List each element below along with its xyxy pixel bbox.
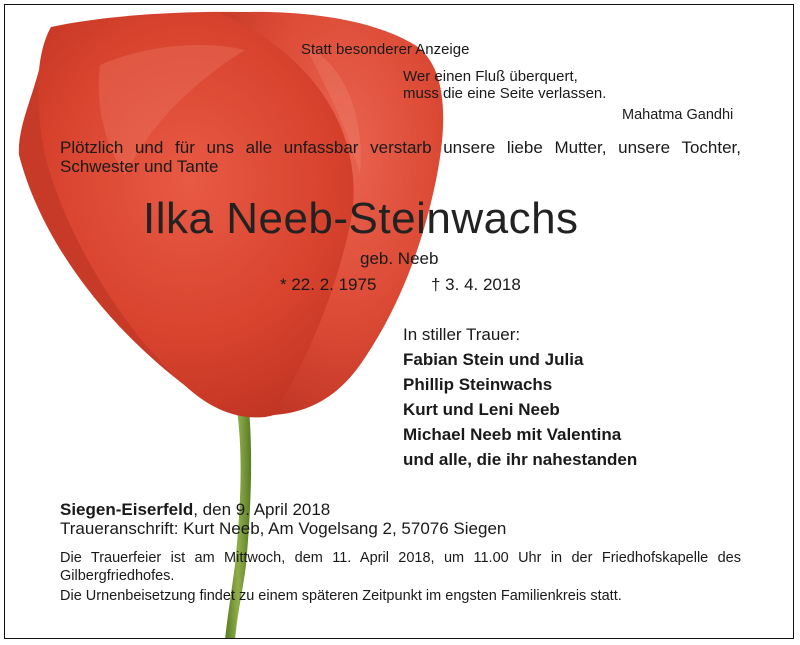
birth-date: * 22. 2. 1975	[280, 275, 377, 294]
intro-text: Plötzlich und für uns alle unfassbar verstarb unsere liebe Mutter, unsere Tochter, Schwester und Tante	[60, 138, 741, 176]
quote-line-1: Wer einen Fluß überquert,	[403, 68, 578, 85]
mourner-name: Phillip Steinwachs	[403, 375, 553, 394]
obituary-notice	[4, 4, 794, 639]
mourner-name: Fabian Stein und Julia	[403, 350, 584, 369]
death-date: † 3. 4. 2018	[431, 275, 521, 294]
notice-date: , den 9. April 2018	[193, 500, 331, 519]
mourner-name: und alle, die ihr nahestanden	[403, 450, 638, 469]
urn-burial-info: Die Urnenbeisetzung findet zu einem späteren Zeitpunkt im engsten Familienkreis statt.	[60, 588, 622, 604]
place-name: Siegen-Eiserfeld	[60, 500, 194, 519]
birth-name: geb. Neeb	[360, 249, 439, 268]
deceased-name: Ilka Neeb-Steinwachs	[143, 194, 579, 243]
mourners-heading: In stiller Trauer:	[403, 325, 521, 344]
mourning-address: Traueranschrift: Kurt Neeb, Am Vogelsang 2, 57076 Siegen	[60, 519, 507, 538]
mourner-name: Michael Neeb mit Valentina	[403, 425, 622, 444]
place-date-line	[60, 500, 330, 519]
notice-header: Statt besonderer Anzeige	[301, 41, 470, 58]
quote-line-2: muss die eine Seite verlassen.	[403, 85, 607, 102]
mourner-name: Kurt und Leni Neeb	[403, 400, 560, 419]
quote-author: Mahatma Gandhi	[622, 107, 734, 123]
ceremony-info: Die Trauerfeier ist am Mittwoch, dem 11. April 2018, um 11.00 Uhr in der Friedhofskapelle des Gilbergfriedhofes.	[60, 550, 741, 584]
poppy-flower-image	[5, 5, 794, 639]
